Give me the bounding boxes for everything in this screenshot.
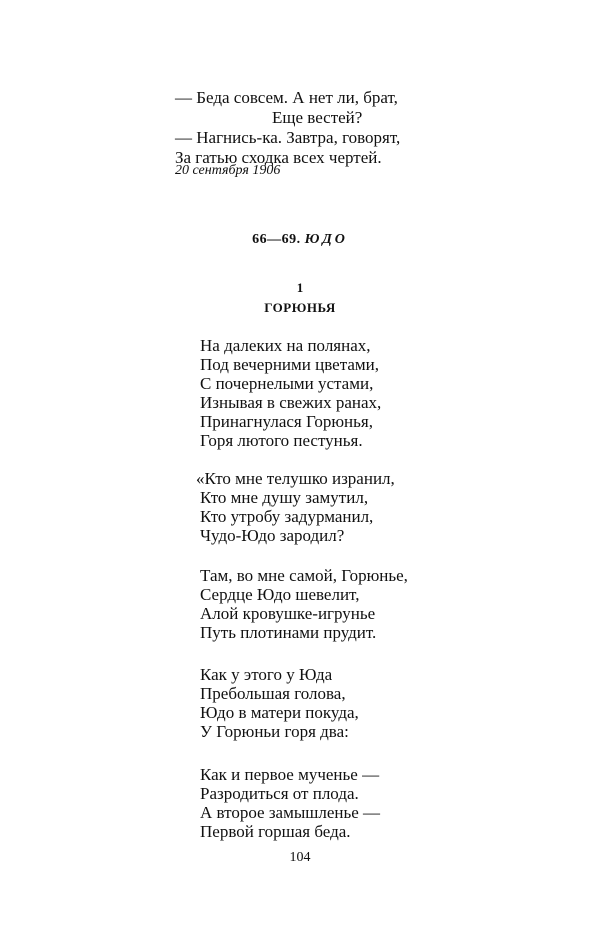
stanza-line: Путь плотинами прудит. xyxy=(200,623,377,642)
poem-line: Еще вестей? xyxy=(272,108,363,127)
stanza-line: Принагнулася Горюнья, xyxy=(200,412,373,431)
stanza-line: Первой горшая беда. xyxy=(200,822,351,841)
stanza-line: Кто мне душу замутил, xyxy=(200,488,369,507)
stanza-line: Юдо в матери покуда, xyxy=(200,703,359,722)
poem-line: За гатью сходка всех чертей. xyxy=(175,148,382,167)
stanza-line: А второе замышленье — xyxy=(200,803,381,822)
stanza-line: Алой кровушке-игрунье xyxy=(200,604,376,623)
part-number: 1 xyxy=(296,280,304,295)
stanza-line: Под вечерними цветами, xyxy=(200,355,379,374)
stanza-line: Сердце Юдо шевелит, xyxy=(200,585,360,604)
part-title: ГОРЮНЬЯ xyxy=(264,300,336,315)
stanza-line: У Горюньи горя два: xyxy=(200,722,349,741)
poem-date: 20 сентября 1906 xyxy=(175,163,281,178)
stanza-line: Горя лютого пестунья. xyxy=(200,431,363,450)
stanza-line: С почернелыми устами, xyxy=(200,374,374,393)
stanza-line: Как и первое мученье — xyxy=(200,765,380,784)
section-heading xyxy=(0,232,600,248)
stanza-line: Как у этого у Юда xyxy=(200,665,333,684)
section-name: ЮДО xyxy=(304,232,348,247)
poem-line: — Нагнись-ка. Завтра, говорят, xyxy=(175,128,401,147)
stanza-line: На далеких на полянах, xyxy=(200,336,371,355)
stanza-line: «Кто мне телушко изранил, xyxy=(196,469,395,488)
stanza-line: Чудо-Юдо зародил? xyxy=(200,526,345,545)
page-number: 104 xyxy=(289,850,311,865)
stanza-line: Пребольшая голова, xyxy=(200,684,346,703)
poem-line: — Беда совсем. А нет ли, брат, xyxy=(175,88,398,107)
section-number: 66—69. xyxy=(252,232,301,247)
stanza-line: Разродиться от плода. xyxy=(200,784,359,803)
stanza-line: Там, во мне самой, Горюнье, xyxy=(200,566,408,585)
stanza-line: Изнывая в свежих ранах, xyxy=(200,393,382,412)
stanza-line: Кто утробу задурманил, xyxy=(200,507,374,526)
